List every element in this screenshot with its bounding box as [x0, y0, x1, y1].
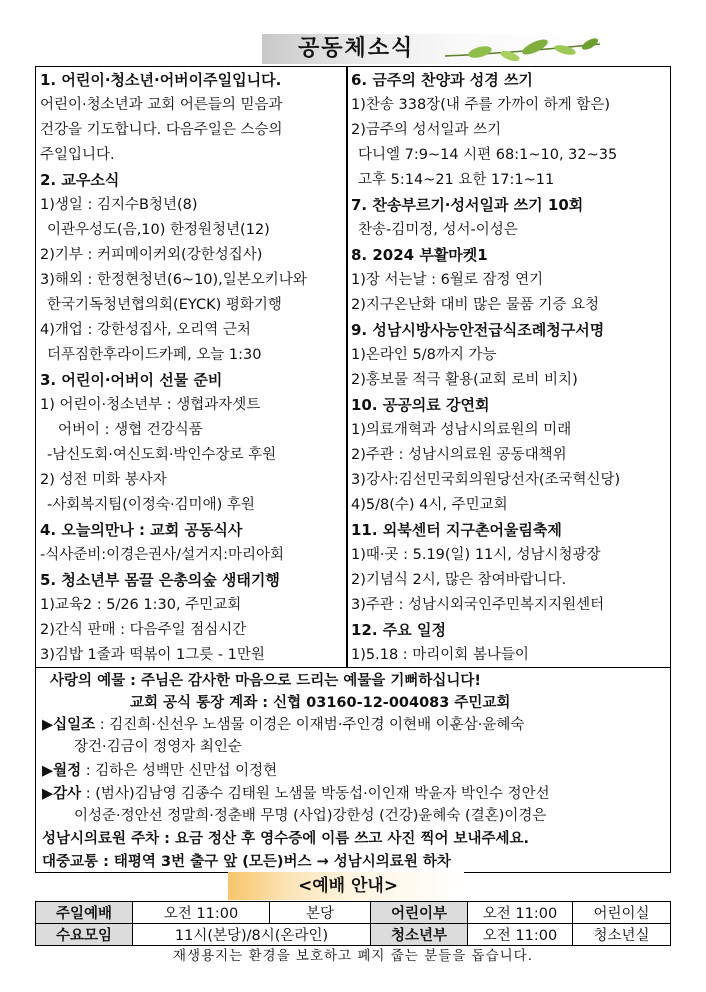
tithe-line — [42, 714, 524, 736]
parking-note: 성남시의료원 주차 : 요금 정산 후 영수증에 이름 쓰고 사진 찍어 보내주세요. — [42, 831, 530, 847]
service-title: <예배 안내> — [298, 876, 399, 896]
section-heading: 1. 어린이·청소년·어버이주일입니다. — [40, 71, 282, 89]
news-line: 3)김밥 1줄과 떡볶이 1그릇 - 1만원 — [40, 647, 265, 663]
news-line: 1)교육2 : 5/26 1:30, 주민교회 — [40, 597, 242, 613]
section-heading: 8. 2024 부활마켓1 — [351, 246, 488, 264]
table-cell: 오전 11:00 — [133, 902, 270, 924]
tithe-label: ▶십일조 — [42, 717, 96, 733]
news-line: -남신도회·여신도회·박인수장로 후원 — [47, 447, 277, 463]
news-line: 2)기부 : 커피메이커외(강한성집사) — [40, 247, 263, 263]
table-cell: 어린이실 — [573, 902, 671, 924]
table-row — [36, 924, 671, 946]
thanks-names: : (범사)김남영 김종수 김태원 노샘물 박동섭·이인재 박윤자 박인수 정안선 — [81, 786, 550, 802]
news-line: 다니엘 7:9~14 시편 68:1~10, 32~35 — [358, 147, 618, 163]
account-line: 교회 공식 통장 계좌 : 신협 03160-12-004083 주민교회 — [130, 695, 511, 711]
news-line: 고후 5:14~21 요한 17:1~11 — [358, 172, 555, 188]
table-cell: 본당 — [270, 902, 371, 924]
news-line: 1)온라인 5/8까지 가능 — [351, 347, 497, 363]
footer-note: 재생용지는 환경을 보호하고 폐지 줍는 분들을 돕습니다. — [173, 948, 533, 964]
monthly-names: : 김하은 성백만 신만섭 이정현 — [81, 763, 278, 779]
news-line: 찬송-김미정, 성서-이성은 — [358, 222, 518, 238]
section-heading: 10. 공공의료 강연회 — [351, 396, 490, 414]
leaf-icon — [440, 36, 610, 66]
page-title: 공동체소식 — [298, 36, 415, 61]
news-line: 2)주관 : 성남시의료원 공동대책위 — [351, 447, 567, 463]
news-line: 1)장 서는날 : 6월로 잠정 연기 — [351, 272, 544, 288]
news-line: 2)간식 판매 : 다음주일 점심시간 — [40, 622, 247, 638]
table-cell: 청소년실 — [573, 924, 671, 946]
news-line: 이관우성도(음,10) 한정원청년(12) — [47, 222, 270, 238]
section-heading: 11. 외북센터 지구촌어울림축제 — [351, 521, 562, 539]
tithe-names-2: 장건·김금이 정영자 최인순 — [74, 739, 242, 755]
news-line: 3)강사:김선민국회의원당선자(조국혁신당) — [351, 472, 621, 488]
table-cell: 어린이부 — [371, 902, 468, 924]
tithe-names: : 김진희·신선우 노샘물 이경은 이재범·주인경 이현배 이훈삼·윤혜숙 — [95, 717, 525, 733]
thanks-names-2: 이성준·정안선 정말희·정춘배 무명 (사업)강한성 (건강)윤혜숙 (결혼)이경은 — [74, 808, 547, 824]
table-cell: 청소년부 — [371, 924, 468, 946]
news-line: 3)해외 : 한정현청년(6~10),일본오키나와 — [40, 272, 307, 288]
table-cell: 11시(본당)/8시(온라인) — [133, 924, 371, 946]
offering-line: 사랑의 예물 : 주님은 감사한 마음으로 드리는 예물을 기뻐하십니다! — [50, 673, 481, 689]
news-line: 2) 성전 미화 봉사자 — [40, 472, 167, 488]
table-cell: 오전 11:00 — [468, 924, 573, 946]
section-heading: 5. 청소년부 몸끌 은총의숲 생태기행 — [40, 571, 280, 589]
news-line: 3)주관 : 성남시외국인주민복지지원센터 — [351, 597, 605, 613]
left-column — [40, 68, 344, 668]
news-line: 1) 어린이·청소년부 : 생협과자셋트 — [40, 397, 261, 413]
table-cell: 수요모임 — [36, 924, 133, 946]
news-line: 주일입니다. — [40, 147, 115, 163]
table-row — [36, 902, 671, 924]
news-line: -사회복지팀(이정숙·김미애) 후원 — [47, 497, 255, 513]
news-line: 어버이 : 생협 건강식품 — [58, 422, 203, 438]
section-heading: 7. 찬송부르기·성서일과 쓰기 10회 — [351, 196, 584, 214]
news-line: 2)금주의 성서일과 쓰기 — [351, 122, 502, 138]
news-line: 2)기념식 2시, 많은 참여바랍니다. — [351, 572, 567, 588]
news-line: 1)의료개혁과 성남시의료원의 미래 — [351, 422, 572, 438]
news-line: 2)지구온난화 대비 많은 물품 기증 요청 — [351, 297, 600, 313]
section-heading: 6. 금주의 찬양과 성경 쓰기 — [351, 71, 533, 89]
thanks-line — [42, 783, 550, 805]
news-line: 더푸짐한후라이드카페, 오늘 1:30 — [47, 347, 262, 363]
news-line: 한국기독청년협의회(EYCK) 평화기행 — [47, 297, 282, 313]
news-line: 1)5.18 : 마리이회 봄나들이 — [351, 647, 529, 663]
section-heading: 4. 오늘의만나 : 교회 공동식사 — [40, 521, 243, 539]
transit-note: 대중교통 : 태평역 3번 출구 앞 (모든)버스 → 성남시의료원 하차 — [42, 854, 451, 870]
thanks-label: ▶감사 — [42, 786, 82, 802]
section-heading: 2. 교우소식 — [40, 171, 120, 189]
monthly-label: ▶월정 — [42, 763, 82, 779]
monthly-line — [42, 760, 277, 782]
column-divider — [346, 66, 348, 668]
news-line: 어린이·청소년과 교회 어른들의 믿음과 — [40, 97, 283, 113]
section-heading: 3. 어린이·어버이 선물 준비 — [40, 371, 223, 389]
news-line: -식사준비:이경은권사/설거지:마리아회 — [40, 547, 284, 563]
news-line: 4)5/8(수) 4시, 주민교회 — [351, 497, 508, 513]
news-line: 1)찬송 338장(내 주를 가까이 하게 함은) — [351, 97, 611, 113]
news-line: 1)때·곳 : 5.19(일) 11시, 성남시청광장 — [351, 547, 601, 563]
news-line: 4)개업 : 강한성집사, 오리역 근처 — [40, 322, 251, 338]
section-heading: 9. 성남시방사능안전급식조례청구서명 — [351, 321, 605, 339]
service-table — [35, 901, 671, 946]
news-line: 2)홍보물 적극 활용(교회 로비 비치) — [351, 372, 578, 388]
news-line: 건강을 기도합니다. 다음주일은 스승의 — [40, 122, 283, 138]
section-heading: 12. 주요 일정 — [351, 621, 446, 639]
table-cell: 오전 11:00 — [468, 902, 573, 924]
news-line: 1)생일 : 김지수B청년(8) — [40, 197, 198, 213]
right-column — [351, 68, 669, 668]
table-cell: 주일예배 — [36, 902, 133, 924]
